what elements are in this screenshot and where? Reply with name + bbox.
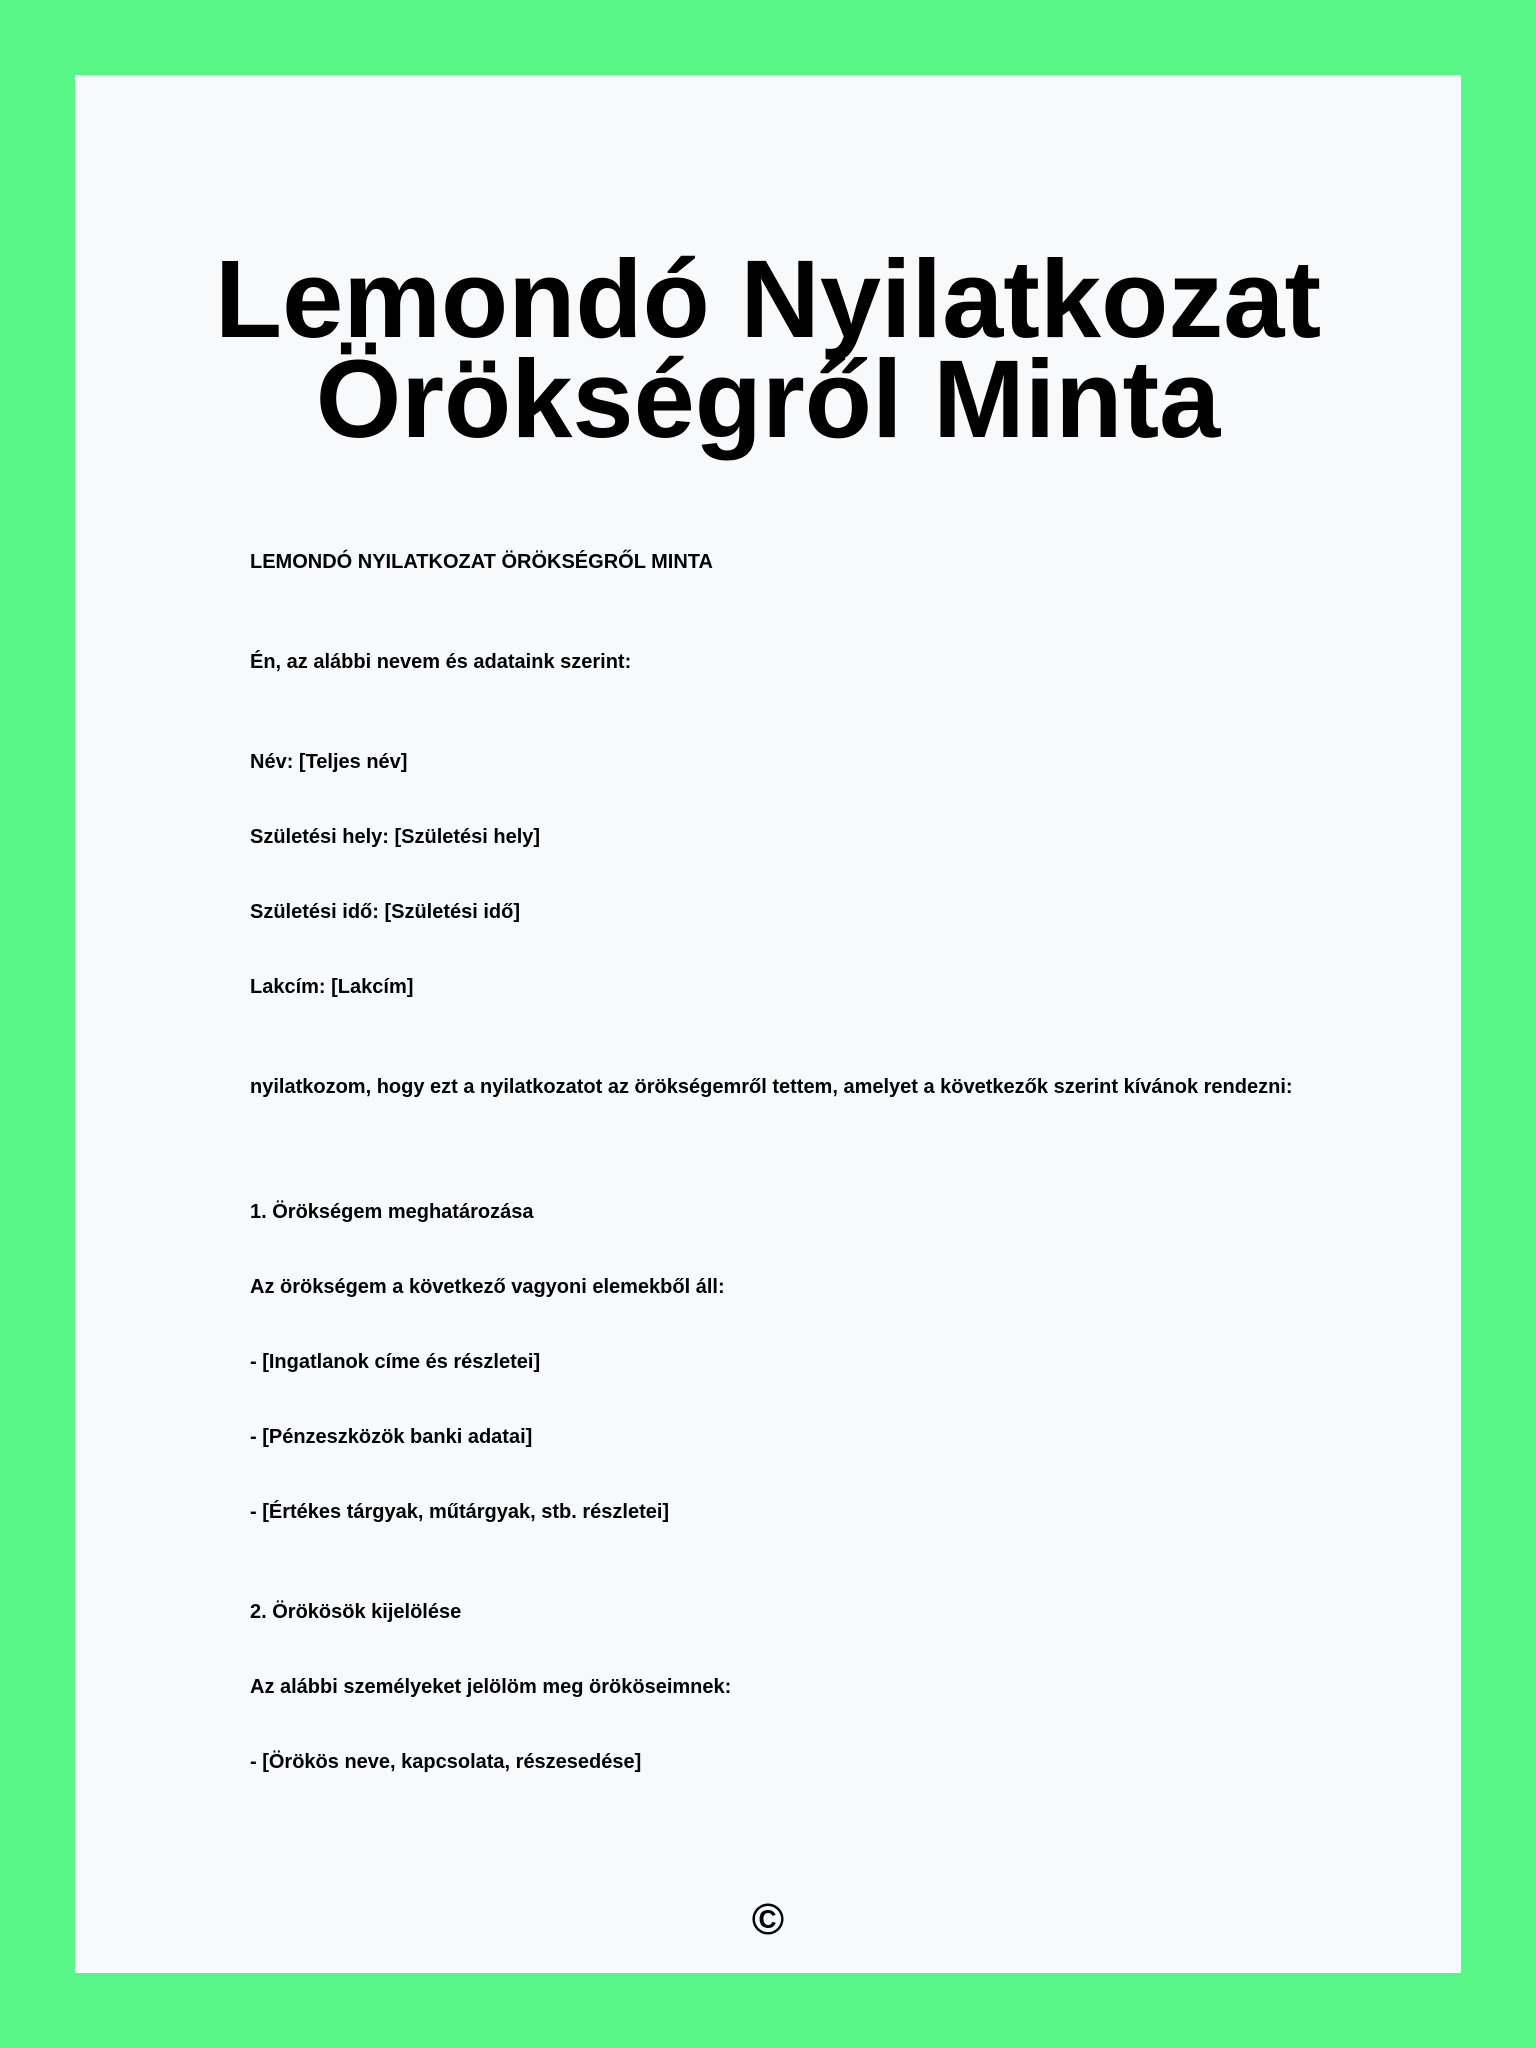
section-2-text: Az alábbi személyeket jelölöm meg örököseimnek: <box>250 1676 732 1698</box>
document-title-line-2: Örökségről Minta <box>315 338 1221 461</box>
document-page <box>75 75 1461 1973</box>
list-item: - [Ingatlanok címe és részletei] <box>250 1351 541 1373</box>
document-title-line-1: Lemondó Nyilatkozat <box>214 238 1322 361</box>
section-1-text: Az örökségem a következő vagyoni elemekből áll: <box>250 1276 725 1298</box>
intro-text: Én, az alábbi nevem és adataink szerint: <box>250 651 632 673</box>
list-item: - [Értékes tárgyak, műtárgyak, stb. részletei] <box>250 1501 670 1523</box>
section-2-title: 2. Örökösök kijelölése <box>250 1601 462 1623</box>
birthdate-field: Születési idő: [Születési idő] <box>250 901 521 923</box>
section-1-title: 1. Örökségem meghatározása <box>250 1201 534 1223</box>
document-title <box>75 238 1461 461</box>
name-field: Név: [Teljes név] <box>250 751 408 773</box>
birthplace-field: Születési hely: [Születési hely] <box>250 826 541 848</box>
copyright-icon: © <box>751 1895 785 1944</box>
declaration-text: nyilatkozom, hogy ezt a nyilatkozatot az örökségemről tettem, amelyet a következők szerint kívánok rendezni: <box>250 1076 1293 1098</box>
list-item: - [Pénzeszközök banki adatai] <box>250 1426 533 1448</box>
document-heading: LEMONDÓ NYILATKOZAT ÖRÖKSÉGRŐL MINTA <box>250 551 713 573</box>
list-item: - [Örökös neve, kapcsolata, részesedése] <box>250 1751 642 1773</box>
address-field: Lakcím: [Lakcím] <box>250 976 414 998</box>
